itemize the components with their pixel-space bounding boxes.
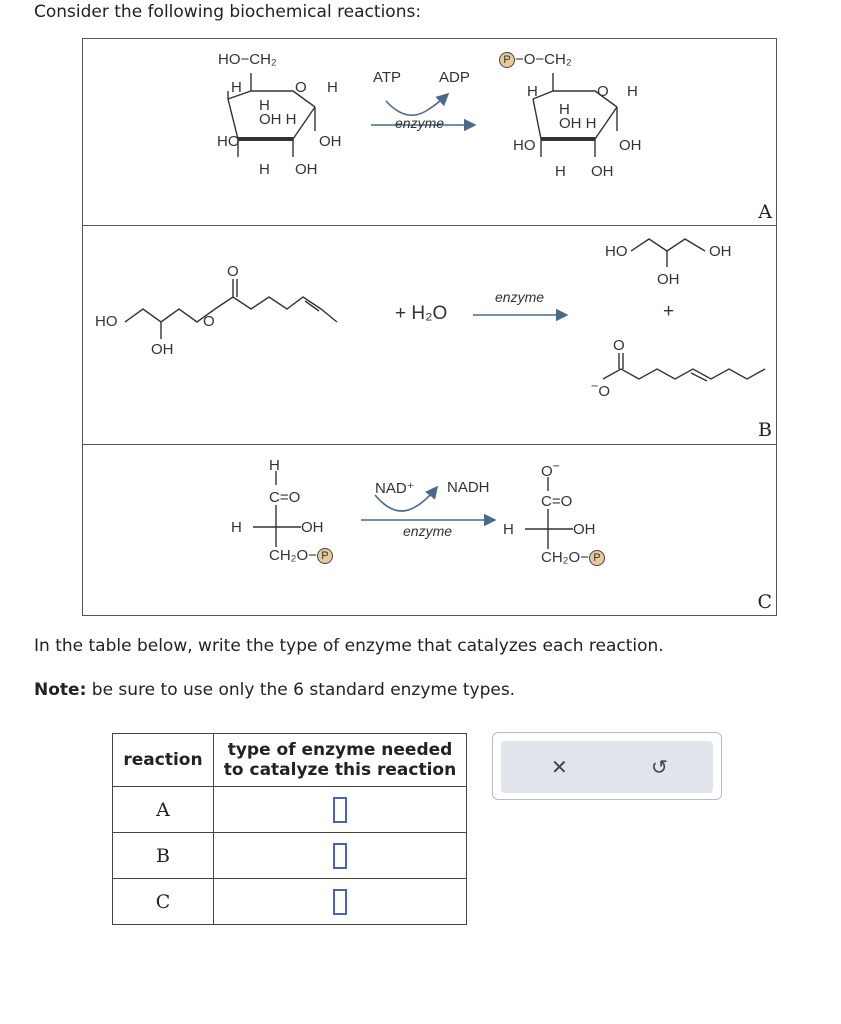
a-substrate-ho: HO [217, 133, 240, 150]
phosphate-icon: P [317, 548, 333, 564]
a-substrate-h4: H [259, 161, 270, 178]
row-label-c: C [113, 879, 214, 925]
a-product-oh2: OH [591, 163, 614, 180]
phosphate-icon: P [499, 52, 515, 68]
note-bold: Note: [34, 680, 87, 700]
b-product2-o-minus [591, 379, 610, 400]
question-prompt: Consider the following biochemical reactions: [34, 2, 422, 22]
note-text [34, 680, 515, 700]
c-substrate-ch2o-text: CH₂O− [269, 547, 317, 564]
toolbar-inner [501, 741, 713, 793]
c-substrate-h-top: H [269, 457, 280, 474]
reaction-label-a: A [758, 201, 772, 223]
a-enzyme-label: enzyme [395, 115, 445, 131]
b-product2-carbonyl-o: O [613, 337, 625, 354]
nadh-label: NADH [447, 479, 490, 496]
a-substrate-h1: H [231, 79, 242, 96]
answer-input-a[interactable] [333, 797, 347, 823]
c-product-ch2o [541, 549, 605, 566]
header-enzyme-type: type of enzyme needed to catalyze this reaction [214, 734, 467, 787]
a-substrate-oh-h: OH H [259, 111, 297, 128]
reaction-label-c: C [757, 591, 772, 613]
table-row [113, 879, 467, 925]
undo-icon[interactable]: ↺ [651, 755, 668, 779]
reactions-figure [82, 38, 777, 616]
b-substrate-ho: HO [95, 313, 118, 330]
c-substrate-ch2o [269, 547, 333, 564]
b-enzyme-label: enzyme [495, 289, 545, 305]
answer-input-c[interactable] [333, 889, 347, 915]
answer-cell-b[interactable] [214, 833, 467, 879]
b-substrate-ester-o: O [203, 313, 215, 330]
b-product1-oh-end: OH [709, 243, 732, 260]
minus-charge: − [591, 379, 599, 393]
c-enzyme-label: enzyme [403, 523, 453, 539]
row-label-a: A [113, 787, 214, 833]
a-product-oh1: OH [619, 137, 642, 154]
a-substrate-top: HO−CH₂ [218, 51, 277, 68]
c-product-co: C=O [541, 493, 573, 510]
note-body: be sure to use only the 6 standard enzyme types. [86, 680, 516, 700]
b-substrate-oh: OH [151, 341, 174, 358]
answer-cell-c[interactable] [214, 879, 467, 925]
c-product-oh: OH [573, 521, 596, 538]
answer-toolbar [492, 732, 722, 800]
instruction-text: In the table below, write the type of enzyme that catalyzes each reaction. [34, 636, 664, 656]
header-reaction: reaction [113, 734, 214, 787]
b-product1-ho: HO [605, 243, 628, 260]
table-row [113, 787, 467, 833]
c-product-ch2o-text: CH₂O− [541, 549, 589, 566]
a-product-h1: H [527, 83, 538, 100]
a-product-oh-h: OH H [559, 115, 597, 132]
atp-label: ATP [373, 69, 402, 86]
phosphate-icon: P [589, 550, 605, 566]
a-substrate-oh1: OH [319, 133, 342, 150]
table-row [113, 833, 467, 879]
a-product-top-text: −O−CH₂ [515, 51, 572, 68]
plus-sign: + [663, 301, 675, 322]
minus-charge: − [552, 459, 560, 473]
c-substrate-co: C=O [269, 489, 301, 506]
a-substrate-ring-o: O [295, 79, 307, 96]
a-product-ring-o: O [597, 83, 609, 100]
c-substrate-oh: OH [301, 519, 324, 536]
b-product1-oh: OH [657, 271, 680, 288]
answer-cell-a[interactable] [214, 787, 467, 833]
a-product-ho: HO [513, 137, 536, 154]
a-product-h4: H [555, 163, 566, 180]
adp-label: ADP [439, 69, 470, 86]
c-product-o-top [541, 459, 560, 480]
table-header-row [113, 734, 467, 787]
a-substrate-h3: H [259, 97, 270, 114]
a-product-top [499, 51, 572, 68]
reaction-label-b: B [758, 419, 772, 441]
x-icon[interactable]: ✕ [551, 755, 568, 779]
row-label-b: B [113, 833, 214, 879]
a-product-h3: H [559, 101, 570, 118]
a-substrate-oh2: OH [295, 161, 318, 178]
c-product-o: O [541, 463, 553, 480]
b-substrate-carbonyl-o: O [227, 263, 239, 280]
plus-water-label: + H₂O [395, 303, 448, 324]
answer-table [112, 733, 467, 925]
nad-label: NAD⁺ [375, 480, 415, 497]
c-product-h-left: H [503, 521, 514, 538]
c-substrate-h-left: H [231, 519, 242, 536]
a-substrate-h2: H [327, 79, 338, 96]
a-product-h2: H [627, 83, 638, 100]
b-product2-o: O [598, 383, 610, 400]
answer-input-b[interactable] [333, 843, 347, 869]
